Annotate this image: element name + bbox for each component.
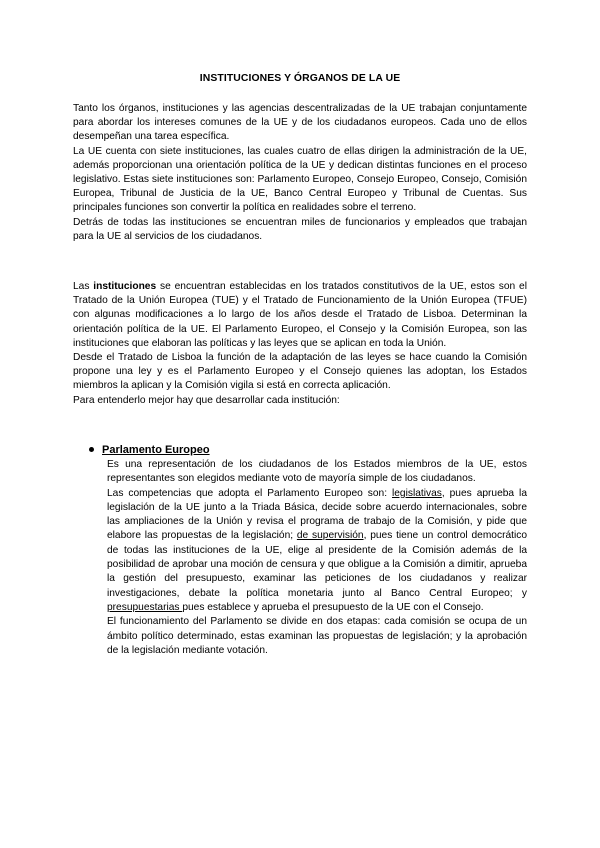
supervision-text: , pues tiene un control democrático de todas las instituciones de la UE, elige al presidente de la Comisión además de la posibilidad de aprobar una moción de censura y que obligue a la Comisión a dimitir, aprueba la gestión del presupuesto, examinar las peticiones de los ciudadanos y realizar investigaciones, debate la política monetaria junto al Banco Central Europeo; y xyxy=(107,530,527,599)
parlamento-paragraph-1: Es una representación de los ciudadanos de los Estados miembros de la UE, estos representantes son elegidos mediante voto de mayoría simple de los ciudadanos. xyxy=(107,459,527,485)
intro-paragraph-2: La UE cuenta con siete instituciones, las cuales cuatro de ellas dirigen la administración de la UE, además proporcionan una orientación política de la UE y dedican distintas funciones en el proceso legislativo. Estas siete instituciones son: Parlamento Europeo, Consejo Europeo, Consejo, Comisión Europea, Tribunal de Justicia de la UE, Banco Central Europeo y Tribunal de Cuentas. Sus principales funciones son convertir la política en realidades sobre el terreno. xyxy=(73,145,527,214)
parlamento-heading: Parlamento Europeo xyxy=(102,444,210,456)
institutions-rest: se encuentran establecidas en los tratados constitutivos de la UE, estos son el Tratado de la Unión Europea (TUE) y el Tratado de Funcionamiento de la Unión Europea (TFUE) con algunas modificaciones a lo largo de los años desde el Tratado de Lisboa. Determinan la orientación política de la UE. El Parlamento Europeo, el Consejo y la Comisión Europea, son las instituciones que elaboran las políticas y las leyes que se aplican en toda la Unión. xyxy=(73,281,527,349)
institutions-bold-term: instituciones xyxy=(93,281,157,292)
presupuestarias-term: presupuestarias xyxy=(107,601,183,613)
supervision-term: de supervisión xyxy=(296,530,364,542)
intro-paragraph-1: Tanto los órganos, instituciones y las agencias descentralizadas de la UE trabajan conjuntamente para abordar los intereses comunes de la UE y de los ciudadanos europeos. Cada uno de ellos desempeñan una tarea específica. xyxy=(73,103,527,143)
institutions-paragraph-1 xyxy=(73,280,527,351)
document-title: INSTITUCIONES Y ÓRGANOS DE LA UE xyxy=(199,73,401,84)
parlamento-heading-row xyxy=(89,444,210,456)
institutions-lead: Las xyxy=(73,281,94,292)
parlamento-section xyxy=(107,458,527,658)
bullet-dot-icon xyxy=(89,447,94,452)
intro-section xyxy=(73,102,527,244)
legislativas-text: , pues aprueba la legislación de la UE junto a la Triada Básica, decide sobre acuerdo internacionales, sobre las ampliaciones de la Unión y revisa el programa de trabajo de la Comisión, y pide que elabore las propuestas de la legislación; xyxy=(107,487,527,542)
parlamento-paragraph-2 xyxy=(107,487,527,616)
competencias-intro: Las competencias que adopta el Parlamento Europeo son: xyxy=(107,487,392,499)
legislativas-term: legislativas xyxy=(392,487,442,499)
intro-paragraph-3: Detrás de todas las instituciones se encuentran miles de funcionarios y empleados que trabajan para la UE al servicios de los ciudadanos. xyxy=(73,216,527,242)
parlamento-paragraph-3: El funcionamiento del Parlamento se divide en dos etapas: cada comisión se ocupa de un ámbito político determinado, estas examinan las propuestas de legislación; y la aprobación de la legislación mediante votación. xyxy=(107,616,527,656)
institutions-paragraph-3: Para entenderlo mejor hay que desarrollar cada institución: xyxy=(73,394,340,406)
institutions-paragraph-2: Desde el Tratado de Lisboa la función de la adaptación de las leyes se hace cuando la Comisión propone una ley y es el Parlamento Europeo y el Consejo quienes las adoptan, los Estados miembros la aplican y la Comisión vigila si está en correcta aplicación. xyxy=(73,352,527,392)
presupuestarias-text: pues establece y aprueba el presupuesto de la UE con el Consejo. xyxy=(182,601,484,613)
institutions-section xyxy=(73,280,527,408)
